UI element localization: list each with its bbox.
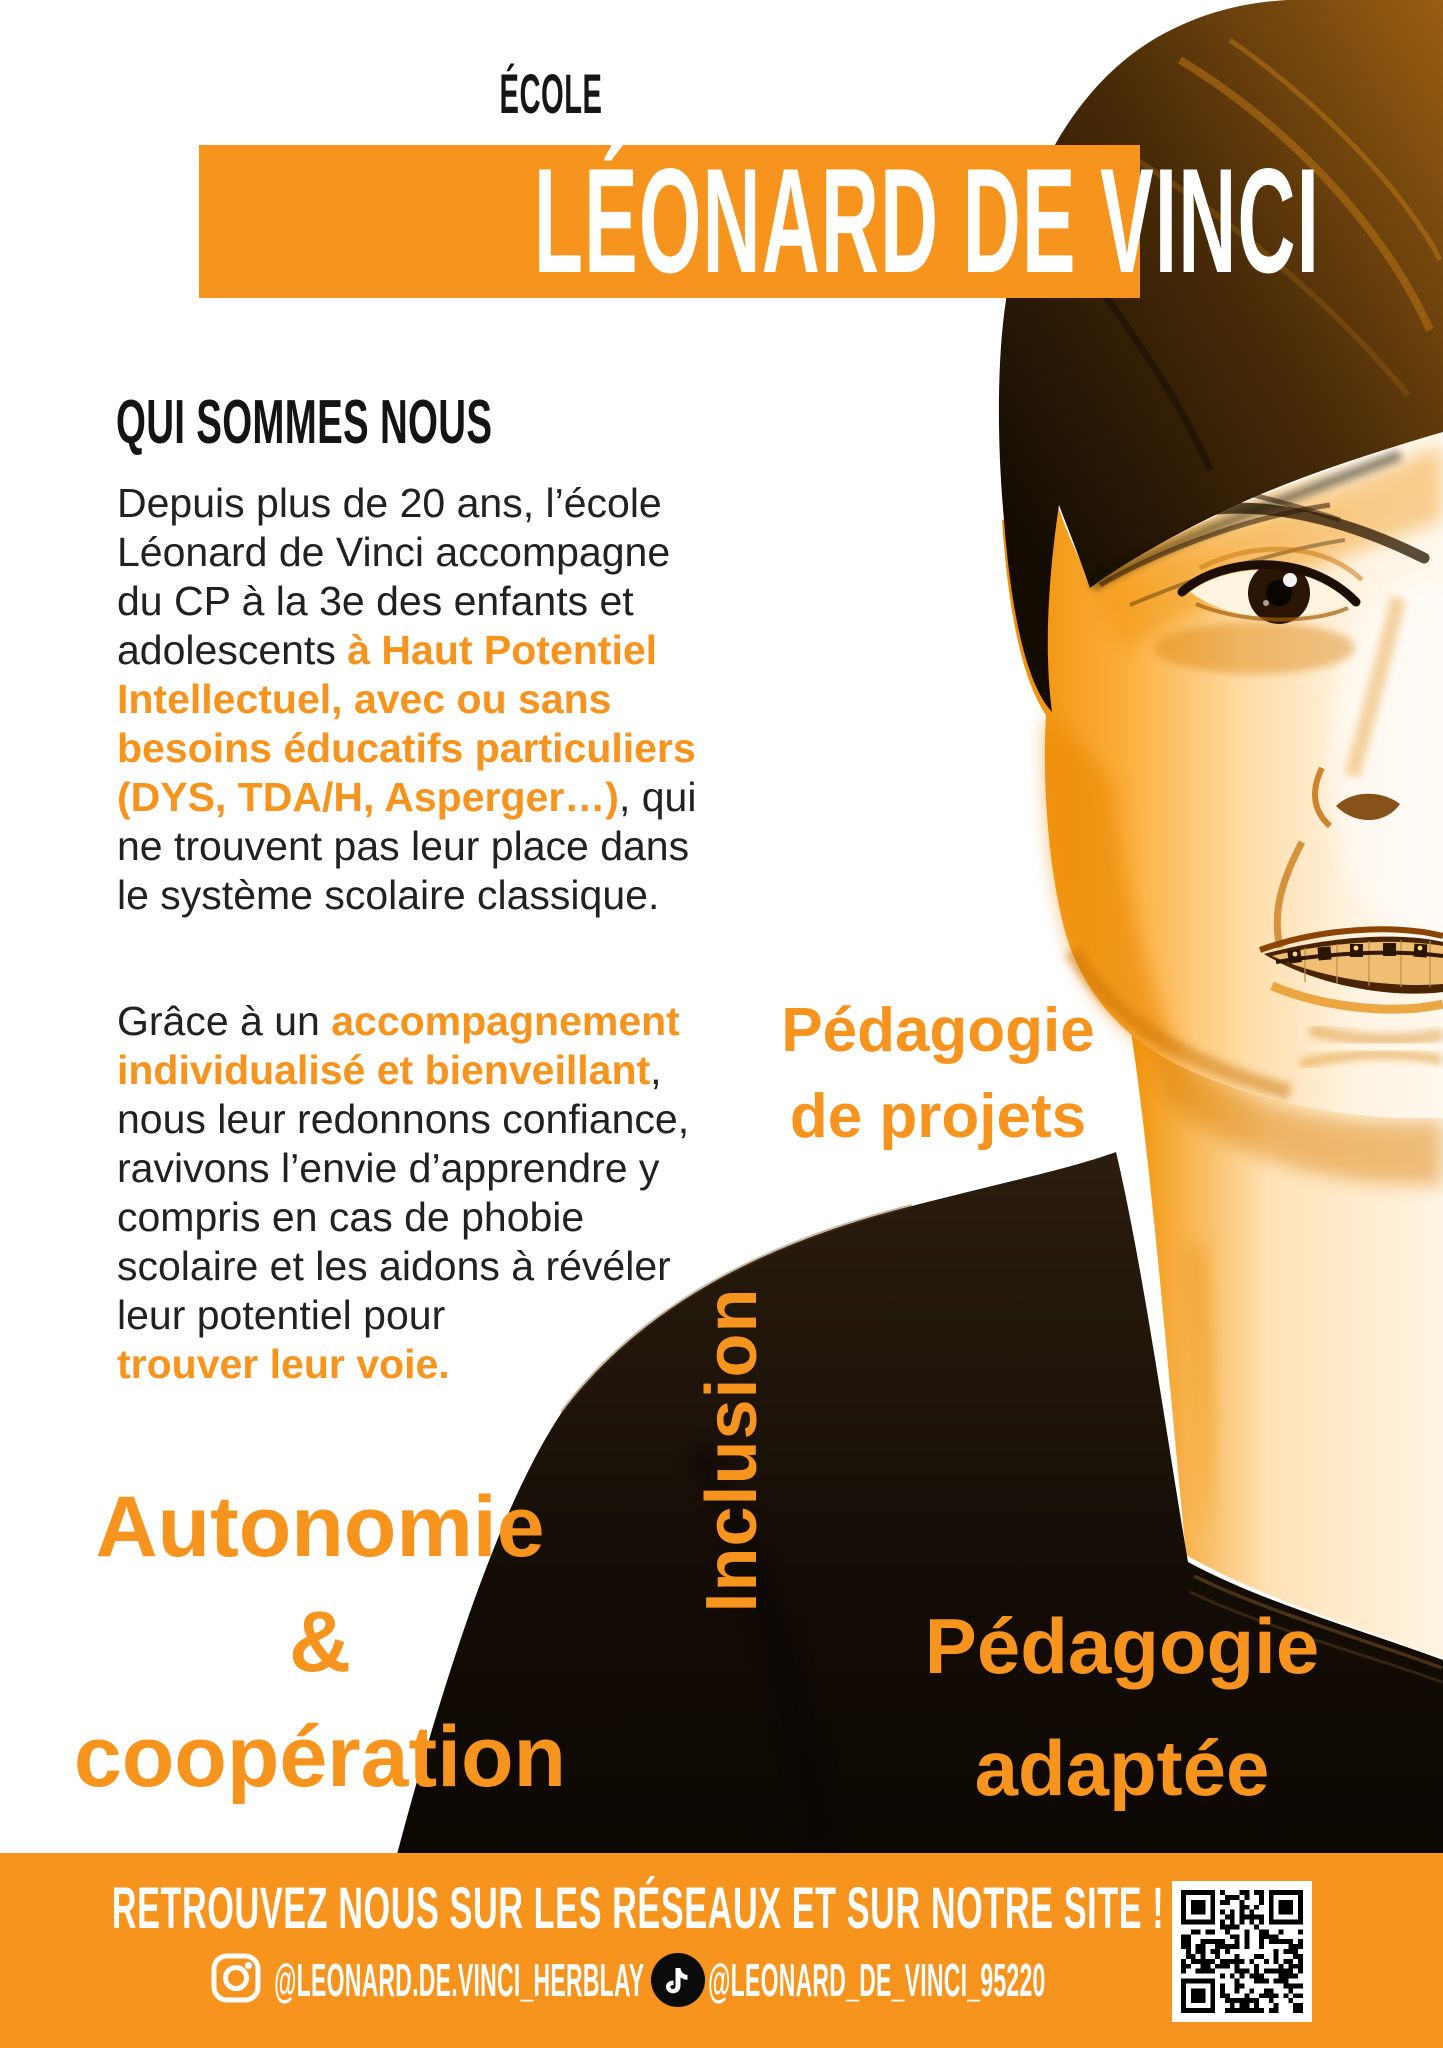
qr-code bbox=[1172, 1881, 1312, 2022]
about-paragraph-2: Grâce à un accompagnement individualisé et bienveillant, nous leur redonnons confiance, ravivons l’envie d’apprendre y compris en cas de phobie scolaire et les aidons à révéler leur potentiel pour trouver leur voie. bbox=[117, 998, 690, 1387]
footer-title: RETROUVEZ NOUS SUR LES RÉSEAUX ET SUR NOTRE SITE ! bbox=[111, 1876, 1165, 1941]
tiktok-icon bbox=[650, 1952, 706, 2008]
about-heading: QUI SOMMES NOUS bbox=[116, 388, 493, 457]
keyword-autonomie-cooperation: Autonomie & coopération bbox=[73, 1479, 567, 1805]
school-name: LÉONARD DE VINCI bbox=[533, 137, 1321, 304]
instagram-icon bbox=[210, 1952, 262, 2004]
school-kicker bbox=[452, 62, 650, 126]
school-kicker-text: ÉCOLE bbox=[499, 62, 603, 125]
keyword-inclusion: Inclusion bbox=[692, 1287, 772, 1613]
tiktok-handle: @LEONARD_DE_VINCI_95220 bbox=[708, 1954, 1046, 2006]
instagram-handle: @LEONARD.DE.VINCI_HERBLAY bbox=[274, 1954, 645, 2006]
keyword-pedagogie-de-projets: Pédagogie de projets bbox=[781, 996, 1095, 1151]
school-name-banner bbox=[199, 137, 1321, 304]
keyword-pedagogie-adaptee: Pédagogie adaptée bbox=[924, 1602, 1320, 1812]
footer-bar bbox=[0, 1853, 1443, 2048]
about-paragraph-1: Depuis plus de 20 ans, l’école Léonard de Vinci accompagne du CP à la 3e des enfants et adolescents à Haut Potentiel Intellectuel, avec ou sans besoins éducatifs particuliers (DYS, TDA/H, Asperger…), qui ne trouvent pas leur place dans le système scolaire classique. bbox=[117, 480, 697, 918]
